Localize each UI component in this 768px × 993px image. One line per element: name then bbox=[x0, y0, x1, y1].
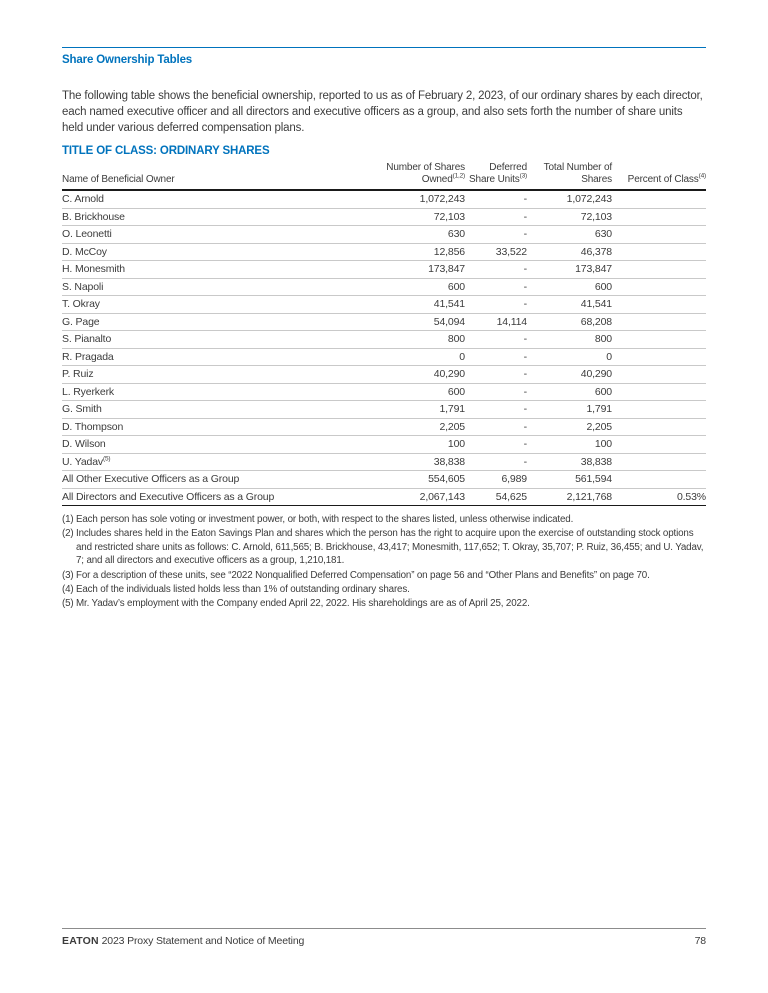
percent-class-cell bbox=[612, 313, 706, 331]
shares-owned-cell: 38,838 bbox=[312, 453, 465, 471]
owner-name-cell: H. Monesmith bbox=[62, 261, 312, 279]
owner-name-cell: G. Page bbox=[62, 313, 312, 331]
shares-owned-cell: 2,067,143 bbox=[312, 488, 465, 506]
total-shares-cell: 630 bbox=[527, 226, 612, 244]
owner-name-cell: All Other Executive Officers as a Group bbox=[62, 471, 312, 489]
deferred-units-cell: 33,522 bbox=[465, 243, 527, 261]
table-row bbox=[62, 296, 706, 314]
footnote-text: Includes shares held in the Eaton Savings Plan and shares which the person has the right to acquire upon the exercise of outstanding stock options and restricted share units as follows: C. Arnold, 611,565; B. Brickhouse, 43,417; Monesmith, 117,652; T. Okray, 35,707; P. Ruiz, 36,455; and U. Yadav, 7; and all directors and executive officers as a group, 1,210,181. bbox=[76, 528, 704, 567]
footnote-text: For a description of these units, see “2022 Nonqualified Deferred Compensation” on page 56 and “Other Plans and Benefits” on page 70. bbox=[76, 569, 650, 581]
percent-class-cell bbox=[612, 401, 706, 419]
table-row bbox=[62, 488, 706, 506]
deferred-units-cell: - bbox=[465, 208, 527, 226]
total-shares-cell: 68,208 bbox=[527, 313, 612, 331]
footnote-marker: (1) bbox=[62, 514, 74, 525]
owner-name-cell: U. Yadav$^{(5)}$ bbox=[62, 453, 312, 471]
deferred-units-cell: - bbox=[465, 331, 527, 349]
column-header: Number of Shares Owned$^{(1,2)}$ bbox=[312, 162, 465, 190]
footnote bbox=[62, 597, 706, 610]
table-row bbox=[62, 190, 706, 208]
total-shares-cell: 41,541 bbox=[527, 296, 612, 314]
percent-class-cell bbox=[612, 278, 706, 296]
table-row bbox=[62, 348, 706, 366]
owner-name-cell: S. Pianalto bbox=[62, 331, 312, 349]
table-row bbox=[62, 418, 706, 436]
percent-class-cell bbox=[612, 208, 706, 226]
total-shares-cell: 0 bbox=[527, 348, 612, 366]
footer-document-title: 2023 Proxy Statement and Notice of Meeting bbox=[101, 935, 305, 947]
percent-class-cell bbox=[612, 226, 706, 244]
owner-name-cell: D. Wilson bbox=[62, 436, 312, 454]
deferred-units-cell: - bbox=[465, 383, 527, 401]
deferred-units-cell: - bbox=[465, 401, 527, 419]
owner-name-cell: L. Ryerkerk bbox=[62, 383, 312, 401]
owner-name-cell: G. Smith bbox=[62, 401, 312, 419]
footnotes bbox=[62, 513, 706, 611]
footer-left bbox=[62, 935, 304, 947]
percent-class-cell bbox=[612, 348, 706, 366]
table-row bbox=[62, 243, 706, 261]
table-row bbox=[62, 453, 706, 471]
total-shares-cell: 38,838 bbox=[527, 453, 612, 471]
ownership-table-header-row bbox=[62, 162, 706, 190]
footnote-text: Each of the individuals listed holds less than 1% of outstanding ordinary shares. bbox=[76, 584, 410, 596]
table-row bbox=[62, 226, 706, 244]
deferred-units-cell: - bbox=[465, 418, 527, 436]
deferred-units-cell: - bbox=[465, 226, 527, 244]
shares-owned-cell: 40,290 bbox=[312, 366, 465, 384]
deferred-units-cell: - bbox=[465, 261, 527, 279]
table-row bbox=[62, 331, 706, 349]
shares-owned-cell: 1,072,243 bbox=[312, 190, 465, 208]
owner-name-cell: S. Napoli bbox=[62, 278, 312, 296]
total-shares-cell: 600 bbox=[527, 383, 612, 401]
footnote bbox=[62, 527, 706, 567]
owner-name-cell: O. Leonetti bbox=[62, 226, 312, 244]
deferred-units-cell: - bbox=[465, 190, 527, 208]
footnote-marker: (2) bbox=[62, 528, 74, 540]
deferred-units-cell: - bbox=[465, 366, 527, 384]
column-header: Name of Beneficial Owner bbox=[62, 162, 312, 190]
owner-name-cell: All Directors and Executive Officers as a Group bbox=[62, 488, 312, 506]
percent-class-cell bbox=[612, 190, 706, 208]
footnote-text: Each person has sole voting or investment power, or both, with respect to the shares listed, unless otherwise indicated. bbox=[76, 514, 574, 525]
total-shares-cell: 1,791 bbox=[527, 401, 612, 419]
percent-class-cell bbox=[612, 436, 706, 454]
table-row bbox=[62, 261, 706, 279]
deferred-units-cell: - bbox=[465, 436, 527, 454]
total-shares-cell: 600 bbox=[527, 278, 612, 296]
percent-class-cell bbox=[612, 261, 706, 279]
total-shares-cell: 46,378 bbox=[527, 243, 612, 261]
total-shares-cell: 561,594 bbox=[527, 471, 612, 489]
percent-class-cell bbox=[612, 366, 706, 384]
shares-owned-cell: 1,791 bbox=[312, 401, 465, 419]
footnote bbox=[62, 513, 706, 526]
ownership-table-body bbox=[62, 190, 706, 506]
total-shares-cell: 800 bbox=[527, 331, 612, 349]
deferred-units-cell: - bbox=[465, 296, 527, 314]
table-row bbox=[62, 366, 706, 384]
column-header: Total Number of Shares bbox=[527, 162, 612, 190]
percent-class-cell bbox=[612, 453, 706, 471]
percent-class-cell: 0.53% bbox=[612, 488, 706, 506]
shares-owned-cell: 54,094 bbox=[312, 313, 465, 331]
deferred-units-cell: - bbox=[465, 453, 527, 471]
total-shares-cell: 2,205 bbox=[527, 418, 612, 436]
deferred-units-cell: - bbox=[465, 278, 527, 296]
shares-owned-cell: 173,847 bbox=[312, 261, 465, 279]
table-row bbox=[62, 313, 706, 331]
owner-name-cell: R. Pragada bbox=[62, 348, 312, 366]
shares-owned-cell: 72,103 bbox=[312, 208, 465, 226]
footnote bbox=[62, 569, 706, 582]
table-row bbox=[62, 278, 706, 296]
footer-brand: EATON bbox=[62, 935, 99, 947]
owner-name-cell: P. Ruiz bbox=[62, 366, 312, 384]
owner-name-cell: C. Arnold bbox=[62, 190, 312, 208]
deferred-units-cell: 6,989 bbox=[465, 471, 527, 489]
percent-class-cell bbox=[612, 243, 706, 261]
shares-owned-cell: 0 bbox=[312, 348, 465, 366]
deferred-units-cell: - bbox=[465, 348, 527, 366]
page-footer bbox=[62, 928, 706, 947]
percent-class-cell bbox=[612, 418, 706, 436]
share-ownership-table bbox=[62, 162, 706, 506]
owner-name-cell: D. Thompson bbox=[62, 418, 312, 436]
intro-paragraph: The following table shows the beneficial ownership, reported to us as of February 2, 2023, of our ordinary shares by each director, each named executive officer and all directors and executive officers as a group, and also sets forth the number of share units held under various deferred compensation plans. bbox=[62, 90, 703, 134]
deferred-units-cell: 54,625 bbox=[465, 488, 527, 506]
table-row bbox=[62, 208, 706, 226]
total-shares-cell: 1,072,243 bbox=[527, 190, 612, 208]
shares-owned-cell: 2,205 bbox=[312, 418, 465, 436]
footnote-marker: (4) bbox=[62, 584, 74, 596]
percent-class-cell bbox=[612, 331, 706, 349]
column-header: Percent of Class$^{(4)}$ bbox=[612, 162, 706, 190]
owner-name-cell: B. Brickhouse bbox=[62, 208, 312, 226]
total-shares-cell: 173,847 bbox=[527, 261, 612, 279]
shares-owned-cell: 100 bbox=[312, 436, 465, 454]
footnote-marker: (5) bbox=[62, 598, 74, 610]
percent-class-cell bbox=[612, 296, 706, 314]
shares-owned-cell: 630 bbox=[312, 226, 465, 244]
section-heading: Share Ownership Tables bbox=[62, 54, 193, 66]
percent-class-cell bbox=[612, 471, 706, 489]
shares-owned-cell: 800 bbox=[312, 331, 465, 349]
percent-class-cell bbox=[612, 383, 706, 401]
total-shares-cell: 100 bbox=[527, 436, 612, 454]
shares-owned-cell: 554,605 bbox=[312, 471, 465, 489]
footnote-text: Mr. Yadav’s employment with the Company ended April 22, 2022. His shareholdings are as of April 25, 2022. bbox=[76, 598, 530, 610]
total-shares-cell: 2,121,768 bbox=[527, 488, 612, 506]
table-title: TITLE OF CLASS: ORDINARY SHARES bbox=[62, 145, 270, 157]
shares-owned-cell: 600 bbox=[312, 383, 465, 401]
top-divider-rule bbox=[62, 47, 706, 48]
column-header: Deferred Share Units$^{(3)}$ bbox=[465, 162, 527, 190]
table-row bbox=[62, 401, 706, 419]
owner-name-cell: D. McCoy bbox=[62, 243, 312, 261]
deferred-units-cell: 14,114 bbox=[465, 313, 527, 331]
footnote bbox=[62, 583, 706, 596]
page-number: 78 bbox=[694, 935, 706, 947]
table-row bbox=[62, 383, 706, 401]
owner-name-cell: T. Okray bbox=[62, 296, 312, 314]
shares-owned-cell: 41,541 bbox=[312, 296, 465, 314]
shares-owned-cell: 12,856 bbox=[312, 243, 465, 261]
shares-owned-cell: 600 bbox=[312, 278, 465, 296]
footnote-marker: (3) bbox=[62, 569, 74, 581]
total-shares-cell: 40,290 bbox=[527, 366, 612, 384]
table-row bbox=[62, 436, 706, 454]
total-shares-cell: 72,103 bbox=[527, 208, 612, 226]
table-row bbox=[62, 471, 706, 489]
